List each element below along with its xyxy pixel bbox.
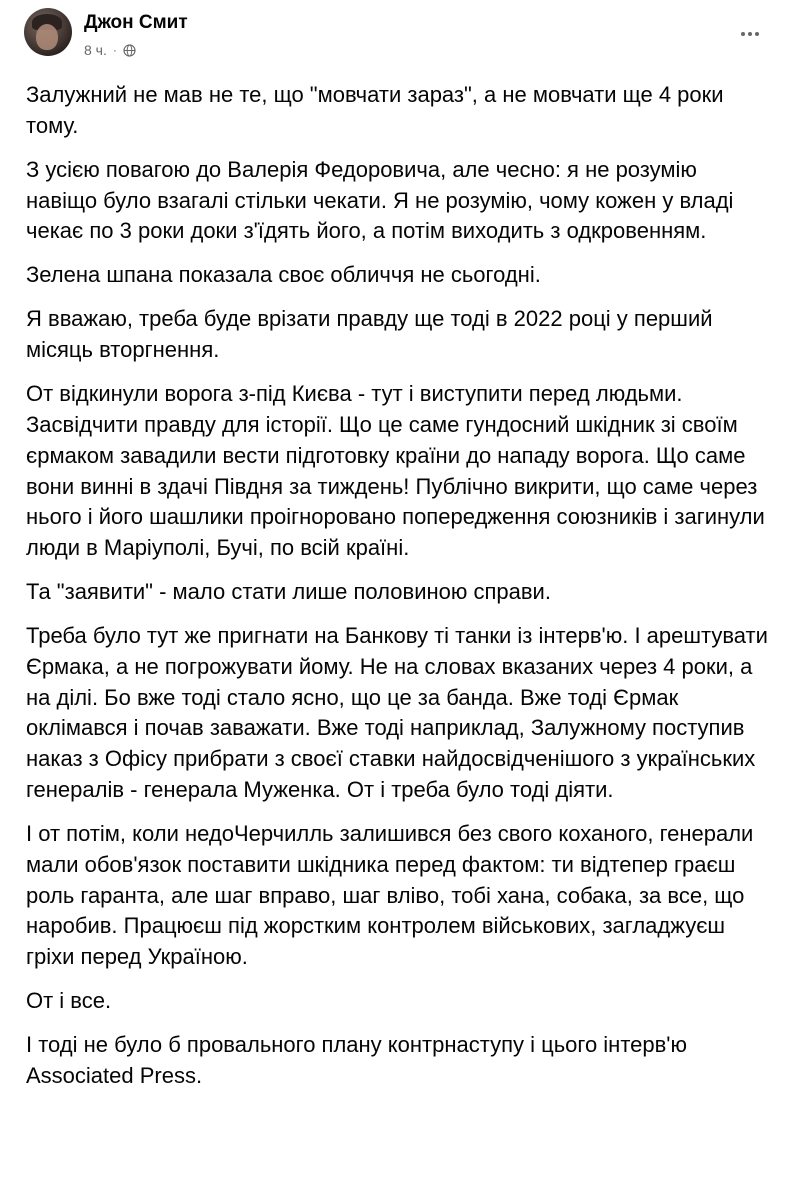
post-paragraph: От відкинули ворога з-під Києва - тут і виступити перед людьми. Засвідчити правду для історії. Що це саме гундосний шкідник зі своїм єрмаком завадили вести підготовку країни до нападу ворога. Що саме вони винні в здачі Півдня за тиждень! Публічно викрити, що саме через нього і його шашлики проігноровано попередження союзників і загинули люди в Маріуполі, Бучі, по всій країні. [26, 381, 765, 561]
avatar-face [36, 24, 58, 50]
post-paragraph: Та "заявити" - мало стати лише половиною справи. [26, 579, 551, 605]
post-paragraph: І тоді не було б провального плану контрнаступу і цього інтерв'ю Associated Press. [26, 1032, 688, 1088]
post-paragraph: Зелена шпана показала своє обличчя не сьогодні. [26, 262, 541, 288]
post-paragraph: З усією повагою до Валерія Федоровича, але чесно: я не розумію навіщо було взагалі стільки чекати. Я не розумію, чому кожен у владі чекає по 3 роки доки з'їдять його, а потім виходить з одкровенням. [26, 156, 734, 244]
post-header [24, 8, 768, 64]
meta-separator: · [112, 43, 117, 57]
avatar[interactable] [24, 8, 72, 56]
post-timestamp[interactable]: 8 ч. [84, 42, 107, 58]
post-body [26, 80, 770, 1105]
more-options-button[interactable] [732, 16, 768, 52]
more-options-icon [741, 32, 759, 36]
post-paragraph: Я вважаю, треба буде врізати правду ще тоді в 2022 році у перший місяць вторгнення. [26, 306, 713, 363]
post-paragraph: І от потім, коли недоЧерчилль залишився без свого коханого, генерали мали обов'язок поставити шкідника перед фактом: ти відтепер граєш роль гаранта, але шаг вправо, шаг вліво, тобі хана, собака, за все, що наробив. Працюєш під жорстким контролем військових, загладжуєш гріхи перед Україною. [26, 821, 754, 970]
author-name[interactable]: Джон Смит [84, 12, 188, 33]
globe-icon[interactable] [123, 44, 136, 57]
post-meta [84, 42, 136, 58]
post-paragraph: Залужний не мав не те, що "мовчати зараз", а не мовчати ще 4 роки тому. [26, 82, 724, 138]
post-paragraph: От і все. [26, 988, 112, 1014]
post-paragraph: Треба було тут же пригнати на Банкову ті танки із інтерв'ю. І арештувати Єрмака, а не погрожувати йому. Не на словах вказаних через 4 роки, а на ділі. Бо вже тоді стало ясно, що це за банда. Вже тоді Єрмак оклімався і почав заважати. Вже тоді наприклад, Залужному поступив наказ з Офісу прибрати з своєї ставки найдосвідченішого з українських генералів - генерала Муженка. От і треба було тоді діяти. [26, 623, 768, 803]
